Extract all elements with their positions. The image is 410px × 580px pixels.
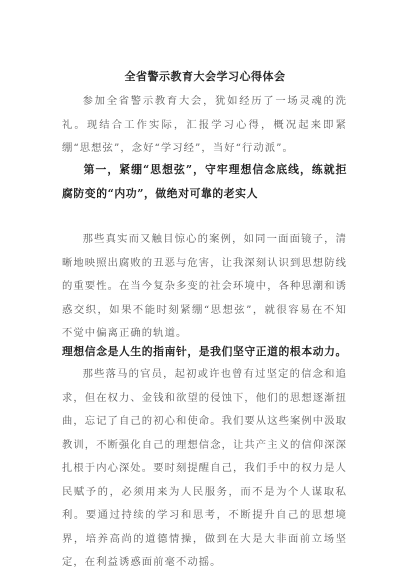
section-heading-ideals: 理想信念是人生的指南针，是我们坚守正道的根本动力。 (62, 345, 347, 358)
document-title: 全省警示教育大会学习心得体会 (124, 70, 286, 83)
section-body-ideals: 那些落马的官员，起初或许也曾有过坚定的信念和追求，但在权力、金钱和欲望的侵蚀下，他们的思想逐渐扭曲，忘记了自己的初心和使命。我们要从这些案例中汲取教训，不断强化自己的理想信念，让共产主义的信仰深深扎根于内心深处。要时刻提醒自己，我们手中的权力是人民赋予的，必须用来为人民服务，而不是为个人谋取私利。要通过持续的学习和思考，不断提升自己的思想境界，培养高尚的道德情操，做到在大是大非面前立场坚定，在利益诱惑面前毫不动摇。 (62, 368, 347, 568)
section-heading-thought: 第一，紧绷“思想弦”，守牢理想信念底线，练就拒腐防变的“内功”，做绝对可靠的老实人 (62, 163, 347, 200)
section-body-thought: 那些真实而又触目惊心的案例，如同一面面镜子，清晰地映照出腐败的丑恶与危害，让我深刻认识到思想防线的重要性。在当今复杂多变的社会环境中，各种思潮和诱惑交织，如果不能时刻紧绷“思想弦”，就很容易在不知不觉中偏离正确的轨道。 (62, 233, 347, 339)
intro-paragraph: 参加全省警示教育大会，犹如经历了一场灵魂的洗礼。现结合工作实际，汇报学习心得，概况起来即紧绷“思想弦”，念好“学习经”，当好“行动派”。 (62, 95, 347, 154)
